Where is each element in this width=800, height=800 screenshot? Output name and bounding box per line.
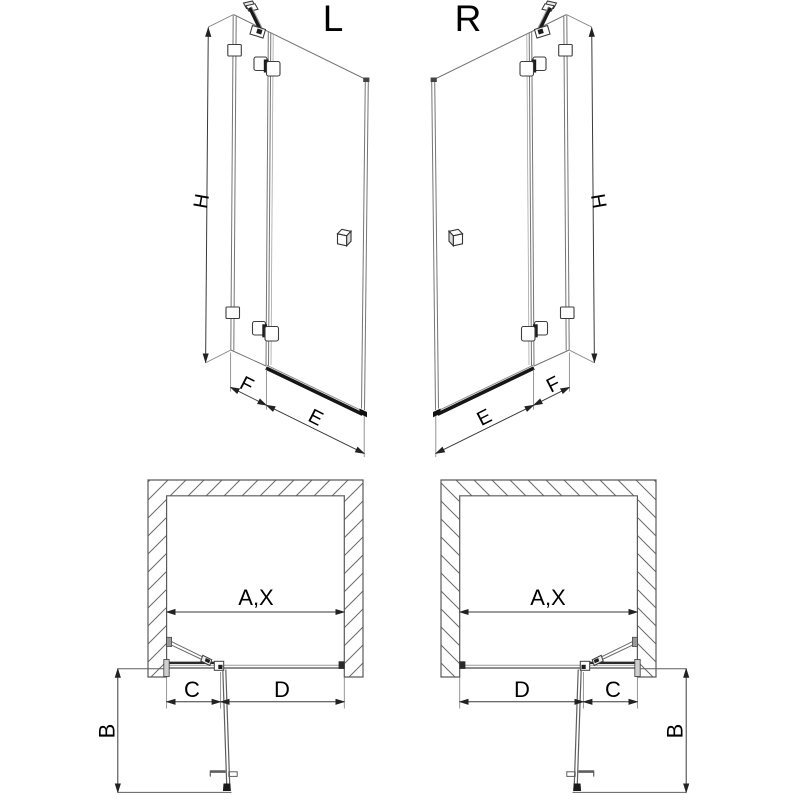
- dim-opening-right: A,X: [530, 585, 566, 610]
- dim-height-left: H: [189, 192, 215, 211]
- dim-door-right: E: [473, 405, 496, 431]
- variant-label-right: R: [454, 0, 482, 39]
- dim-height-right: H: [585, 192, 611, 211]
- dim-projection-left: B: [94, 723, 120, 739]
- dim-fixed-left: C: [184, 677, 200, 702]
- dim-fixed-panel-right: F: [543, 372, 564, 398]
- perspective-view-right: [431, 1, 595, 457]
- dim-door-left-plan: D: [274, 677, 290, 702]
- plan-view-left: [118, 480, 363, 792]
- perspective-view-left: [205, 1, 369, 457]
- dim-opening-left: A,X: [238, 585, 274, 610]
- dim-door-left: E: [304, 405, 327, 431]
- dim-door-right-plan: D: [514, 677, 530, 702]
- dim-fixed-panel-left: F: [236, 372, 257, 398]
- plan-view-right: [441, 480, 686, 792]
- variant-label-left: L: [322, 0, 344, 39]
- dim-projection-right: B: [662, 723, 688, 739]
- dim-fixed-right: C: [605, 677, 621, 702]
